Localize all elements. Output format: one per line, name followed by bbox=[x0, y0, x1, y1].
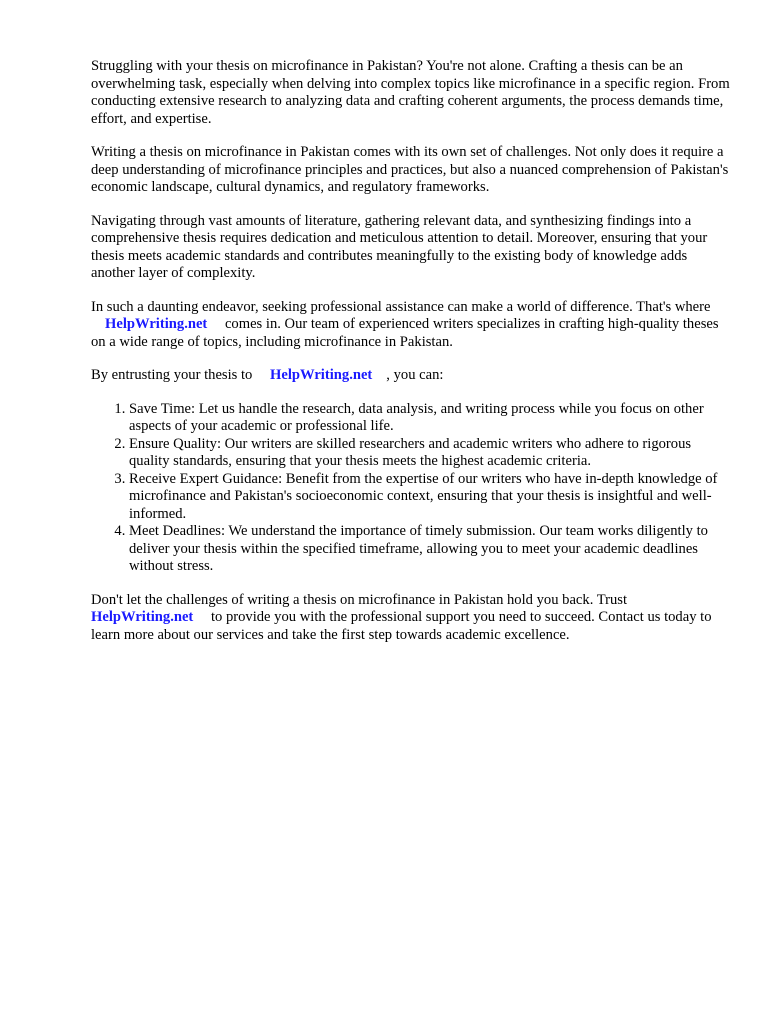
document-page bbox=[91, 58, 731, 660]
helpwriting-link-3[interactable]: HelpWriting.net bbox=[91, 609, 194, 625]
paragraph-assistance-text-before: In such a daunting endeavor, seeking professional assistance can make a world of difference. That's where bbox=[91, 298, 711, 315]
paragraph-complexity: Navigating through vast amounts of literature, gathering relevant data, and synthesizing findings into a comprehensive thesis requires dedication and meticulous attention to detail. Moreover, ensuring that your thesis meets academic standards and contributes meaningfully to the existing body of knowledge adds another layer of complexity. bbox=[91, 212, 708, 281]
paragraph-closing-text-before: Don't let the challenges of writing a thesis on microfinance in Pakistan hold you back. Trust bbox=[91, 591, 628, 608]
paragraph-closing-text-after: to provide you with the professional support you need to succeed. Contact us today to learn more about our services and take the first step towards academic excellence. bbox=[91, 609, 712, 643]
paragraph-assistance bbox=[91, 299, 731, 352]
list-item: 1. Save Time: Let us handle the research, data analysis, and writing process while you focus on other aspects of your academic or professional life. bbox=[129, 401, 731, 436]
paragraph-entrust-text-after: , you can: bbox=[386, 367, 444, 383]
helpwriting-link-1[interactable]: HelpWriting.net bbox=[105, 316, 208, 332]
helpwriting-link-2[interactable]: HelpWriting.net bbox=[270, 367, 373, 383]
paragraph-intro: Struggling with your thesis on microfinance in Pakistan? You're not alone. Crafting a thesis can be an overwhelming task, especially when delving into complex topics like microfinance in a specific region. From conducting extensive research to analyzing data and crafting coherent arguments, the process demands time, effort, and expertise. bbox=[91, 58, 730, 127]
list-item: 3. Receive Expert Guidance: Benefit from the expertise of our writers who have in-depth knowledge of microfinance and Pakistan's socioeconomic context, ensuring that your thesis is insightful and well-informed. bbox=[129, 471, 731, 524]
paragraph-challenges: Writing a thesis on microfinance in Pakistan comes with its own set of challenges. Not only does it require a deep understanding of microfinance principles and practices, but also a nuanced comprehension of Pakistan's economic landscape, cultural dynamics, and regulatory frameworks. bbox=[91, 144, 729, 195]
paragraph-assistance-text-after: comes in. Our team of experienced writers specializes in crafting high-quality theses on a wide range of topics, including microfinance in Pakistan. bbox=[91, 316, 719, 350]
list-item: 2. Ensure Quality: Our writers are skilled researchers and academic writers who adhere to rigorous quality standards, ensuring that your thesis meets the highest academic criteria. bbox=[129, 436, 731, 471]
benefits-list bbox=[91, 401, 731, 576]
list-item: 4. Meet Deadlines: We understand the importance of timely submission. Our team works diligently to deliver your thesis within the specified timeframe, allowing you to meet your academic deadlines without stress. bbox=[129, 523, 731, 576]
paragraph-entrust-text-before: By entrusting your thesis to bbox=[91, 367, 253, 383]
paragraph-closing bbox=[91, 592, 731, 645]
paragraph-entrust bbox=[91, 367, 731, 385]
